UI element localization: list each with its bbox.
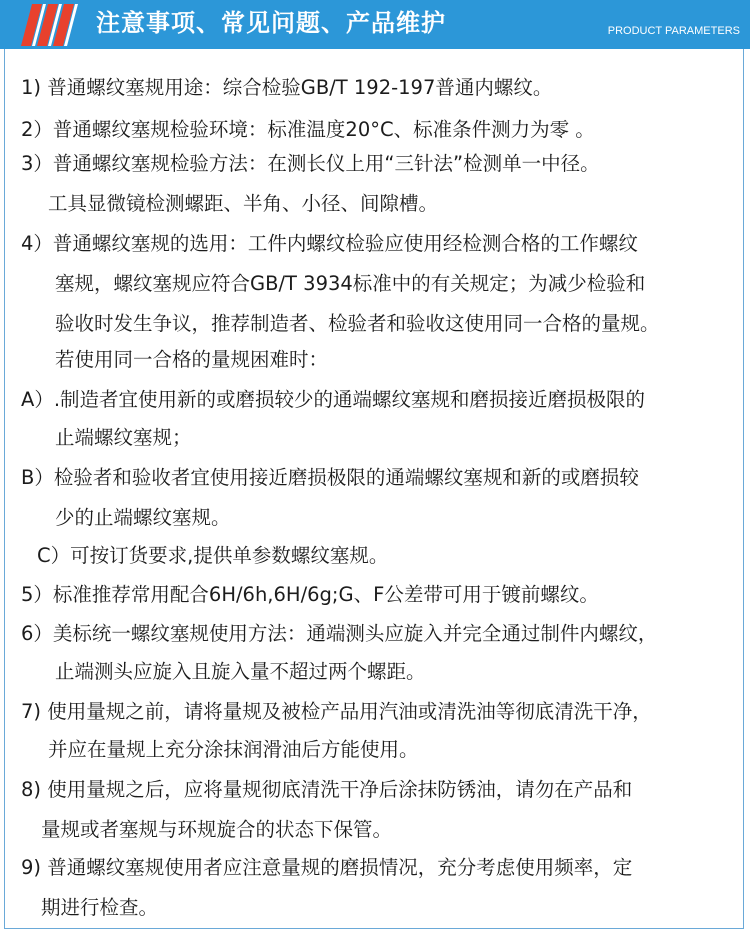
item-6-line-2: 止端测头应旋入且旋入量不超过两个螺距。 xyxy=(55,660,426,683)
item-2-line-1: 2）普通螺纹塞规检验环境：标准温度20°C、标准条件测力为零 。 xyxy=(21,118,595,141)
item-3-line-2: 工具显微镜检测螺距、半角、小径、间隙槽。 xyxy=(48,192,439,215)
stripes-logo-icon xyxy=(18,0,84,49)
item-4-line-1: 4）普通螺纹塞规的选用：工件内螺纹检验应使用经检测合格的工作螺纹 xyxy=(21,232,638,255)
item-9-line-1: 9) 普通螺纹塞规使用者应注意量规的磨损情况，充分考虑使用频率，定 xyxy=(21,856,633,879)
item-6-line-1: 6）美标统一螺纹塞规使用方法：通端测头应旋入并完全通过制件内螺纹， xyxy=(21,622,658,645)
item-4-line-4: 若使用同一合格的量规困难时： xyxy=(55,348,329,371)
item-a-line-1: A）.制造者宜使用新的或磨损较少的通端螺纹塞规和磨损接近磨损极限的 xyxy=(21,388,646,411)
header-title: 注意事项、常见问题、产品维护 xyxy=(96,9,446,37)
item-b-line-2: 少的止端螺纹塞规。 xyxy=(55,506,231,529)
section-header xyxy=(0,0,750,49)
header-subtitle: PRODUCT PARAMETERS xyxy=(607,25,740,37)
item-b-line-1: B）检验者和验收者宜使用接近磨损极限的通端螺纹塞规和新的或磨损较 xyxy=(21,466,639,489)
item-4-line-3: 验收时发生争议，推荐制造者、检验者和验收这使用同一合格的量规。 xyxy=(55,312,660,335)
item-4-line-2: 塞规，螺纹塞规应符合GB/T 3934标准中的有关规定；为减少检验和 xyxy=(55,272,646,295)
item-8-line-2: 量规或者塞规与环规旋合的状态下保管。 xyxy=(41,818,393,841)
item-3-line-1: 3）普通螺纹塞规检验方法：在测长仪上用“三针法”检测单一中径。 xyxy=(21,152,600,175)
item-7-line-1: 7) 使用量规之前，请将量规及被检产品用汽油或清洗油等彻底清洗干净， xyxy=(21,700,652,723)
item-c-line-1: C）可按订货要求,提供单参数螺纹塞规。 xyxy=(37,544,389,567)
item-5-line-1: 5）标准推荐常用配合6H/6h,6H/6g;G、F公差带可用于镀前螺纹。 xyxy=(21,583,599,606)
item-1-line-1: 1) 普通螺纹塞规用途：综合检验GB/T 192-197普通内螺纹。 xyxy=(21,76,553,99)
item-9-line-2: 期进行检查。 xyxy=(41,896,159,919)
item-a-line-2: 止端螺纹塞规； xyxy=(55,426,192,449)
item-7-line-2: 并应在量规上充分涂抹润滑油后方能使用。 xyxy=(48,738,419,761)
item-8-line-1: 8) 使用量规之后，应将量规彻底清洗干净后涂抹防锈油，请勿在产品和 xyxy=(21,778,633,801)
